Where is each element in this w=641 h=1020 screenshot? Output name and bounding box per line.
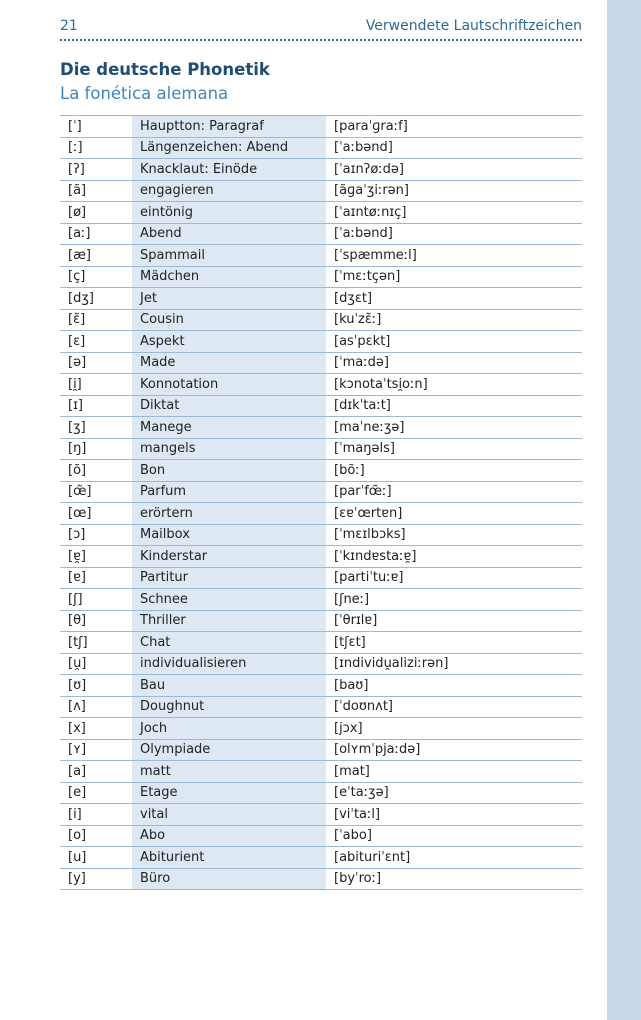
symbol-cell: [ɛ̃] [60,309,132,331]
symbol-cell: [ɔ] [60,524,132,546]
example-word-cell: Bon [132,460,326,482]
symbol-cell: [ɐ̯] [60,546,132,568]
table-row [60,352,582,374]
example-word-cell: Bau [132,675,326,697]
transcription-cell: [ˈaɪntøːnɪç] [326,202,582,224]
symbol-cell: [aː] [60,223,132,245]
example-word-cell: Mädchen [132,266,326,288]
table-row [60,718,582,740]
symbol-cell: [y] [60,868,132,890]
symbol-cell: [u] [60,847,132,869]
example-word-cell: Aspekt [132,331,326,353]
transcription-cell: [ˈmɛːtçən] [326,266,582,288]
table-row [60,417,582,439]
transcription-cell: [ˈspæmmeːl] [326,245,582,267]
transcription-cell: [dʒɛt] [326,288,582,310]
symbol-cell: [a] [60,761,132,783]
symbol-cell: [ʒ] [60,417,132,439]
transcription-cell: [ʃneː] [326,589,582,611]
table-row [60,137,582,159]
example-word-cell: Partitur [132,567,326,589]
transcription-cell: [ˈaːbənd] [326,137,582,159]
symbol-cell: [e] [60,782,132,804]
table-row [60,546,582,568]
table-row [60,567,582,589]
symbol-cell: [ʃ] [60,589,132,611]
table-row [60,653,582,675]
example-word-cell: Büro [132,868,326,890]
phonetics-table-body [60,116,582,890]
example-word-cell: Abo [132,825,326,847]
example-word-cell: erörtern [132,503,326,525]
symbol-cell: [õ] [60,460,132,482]
page-header [60,17,582,39]
symbol-cell: [u̯] [60,653,132,675]
table-row [60,782,582,804]
table-row [60,610,582,632]
symbol-cell: [i] [60,804,132,826]
symbol-cell: [ʊ] [60,675,132,697]
example-word-cell: Jet [132,288,326,310]
example-word-cell: engagieren [132,180,326,202]
section-title-german: Die deutsche Phonetik [60,60,270,79]
table-row [60,288,582,310]
symbol-cell: [θ] [60,610,132,632]
table-row [60,761,582,783]
example-word-cell: Schnee [132,589,326,611]
example-word-cell: Chat [132,632,326,654]
table-row [60,503,582,525]
symbol-cell: [ː] [60,137,132,159]
transcription-cell: [byˈroː] [326,868,582,890]
header-dotted-divider [60,39,582,41]
symbol-cell: [ã] [60,180,132,202]
symbol-cell: [ŋ] [60,438,132,460]
symbol-cell: [o] [60,825,132,847]
example-word-cell: Thriller [132,610,326,632]
transcription-cell: [olʏmˈpjaːdə] [326,739,582,761]
example-word-cell: Knacklaut: Einöde [132,159,326,181]
example-word-cell: Manege [132,417,326,439]
transcription-cell: [ˈmɛɪlbɔks] [326,524,582,546]
transcription-cell: [kɔnotaˈtsi̯oːn] [326,374,582,396]
running-title: Verwendete Lautschriftzeichen [365,18,582,34]
example-word-cell: Hauptton: Paragraf [132,116,326,138]
table-row [60,696,582,718]
symbol-cell: [ə] [60,352,132,374]
transcription-cell: [parˈfœ̃ː] [326,481,582,503]
transcription-cell: [jɔx] [326,718,582,740]
table-row [60,309,582,331]
transcription-cell: [ˈdoʊnʌt] [326,696,582,718]
transcription-cell: [baʊ] [326,675,582,697]
example-word-cell: individualisieren [132,653,326,675]
symbol-cell: [i̯] [60,374,132,396]
transcription-cell: [ˈkɪndɐstaːɐ̯] [326,546,582,568]
page-number: 21 [60,18,78,34]
example-word-cell: matt [132,761,326,783]
table-row [60,266,582,288]
symbol-cell: [x] [60,718,132,740]
example-word-cell: Kinderstar [132,546,326,568]
transcription-cell: [ˈaːbənd] [326,223,582,245]
symbol-cell: [ˈ] [60,116,132,138]
transcription-cell: [partiˈtuːɐ] [326,567,582,589]
table-row [60,632,582,654]
example-word-cell: Diktat [132,395,326,417]
example-word-cell: Joch [132,718,326,740]
transcription-cell: [ˈmaːdə] [326,352,582,374]
example-word-cell: Mailbox [132,524,326,546]
table-row [60,331,582,353]
symbol-cell: [œ] [60,503,132,525]
transcription-cell: [ˈabo] [326,825,582,847]
symbol-cell: [ʔ] [60,159,132,181]
example-word-cell: eintönig [132,202,326,224]
table-row [60,524,582,546]
transcription-cell: [asˈpɛkt] [326,331,582,353]
transcription-cell: [kuˈzɛ̃ː] [326,309,582,331]
side-color-strip [607,0,641,1020]
example-word-cell: vital [132,804,326,826]
phonetics-table [60,115,582,890]
table-row [60,460,582,482]
table-row [60,202,582,224]
table-row [60,868,582,890]
table-row [60,245,582,267]
example-word-cell: Spammail [132,245,326,267]
symbol-cell: [tʃ] [60,632,132,654]
example-word-cell: Parfum [132,481,326,503]
table-row [60,180,582,202]
symbol-cell: [œ̃] [60,481,132,503]
transcription-cell: [mat] [326,761,582,783]
transcription-cell: [ɪndividu̯aliziːrən] [326,653,582,675]
example-word-cell: Abiturient [132,847,326,869]
symbol-cell: [ɪ] [60,395,132,417]
table-row [60,739,582,761]
symbol-cell: [ʏ] [60,739,132,761]
transcription-cell: [paraˈɡraːf] [326,116,582,138]
symbol-cell: [ø] [60,202,132,224]
transcription-cell: [ˈθrɪlɐ] [326,610,582,632]
symbol-cell: [ɛ] [60,331,132,353]
symbol-cell: [æ] [60,245,132,267]
table-row [60,159,582,181]
example-word-cell: Made [132,352,326,374]
transcription-cell: [maˈneːʒə] [326,417,582,439]
example-word-cell: Olympiade [132,739,326,761]
symbol-cell: [dʒ] [60,288,132,310]
table-row [60,116,582,138]
transcription-cell: [ˈmaŋəls] [326,438,582,460]
example-word-cell: Konnotation [132,374,326,396]
example-word-cell: Cousin [132,309,326,331]
transcription-cell: [ɛɐˈœrtɐn] [326,503,582,525]
transcription-cell: [dɪkˈtaːt] [326,395,582,417]
example-word-cell: Doughnut [132,696,326,718]
transcription-cell: [tʃɛt] [326,632,582,654]
example-word-cell: Etage [132,782,326,804]
transcription-cell: [abituriˈɛnt] [326,847,582,869]
transcription-cell: [ˈaɪnʔøːdə] [326,159,582,181]
example-word-cell: Abend [132,223,326,245]
transcription-cell: [viˈtaːl] [326,804,582,826]
table-row [60,395,582,417]
table-row [60,825,582,847]
table-row [60,481,582,503]
table-row [60,804,582,826]
transcription-cell: [bõː] [326,460,582,482]
symbol-cell: [ʌ] [60,696,132,718]
table-row [60,847,582,869]
table-row [60,438,582,460]
transcription-cell: [ãɡaˈʒiːrən] [326,180,582,202]
table-row [60,589,582,611]
symbol-cell: [ç] [60,266,132,288]
example-word-cell: Längenzeichen: Abend [132,137,326,159]
example-word-cell: mangels [132,438,326,460]
table-row [60,675,582,697]
section-title-spanish: La fonética alemana [60,84,229,103]
transcription-cell: [eˈtaːʒə] [326,782,582,804]
symbol-cell: [ɐ] [60,567,132,589]
table-row [60,223,582,245]
table-row [60,374,582,396]
